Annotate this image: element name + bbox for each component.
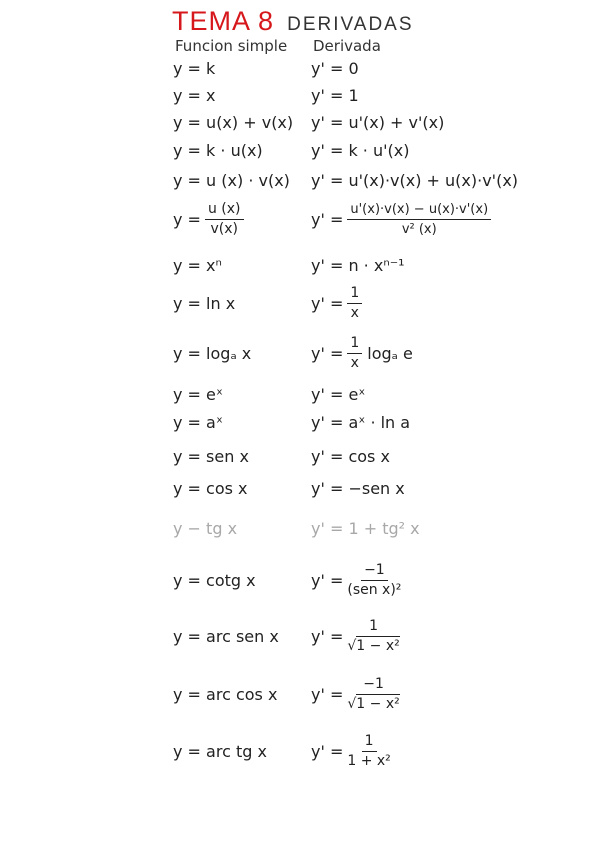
function-exp-e: y = eˣ <box>173 384 223 404</box>
function-quotient-lhs: y = <box>173 209 201 229</box>
function-product: y = u (x) · v(x) <box>173 170 290 190</box>
derivative-arctangent-fraction <box>347 734 390 769</box>
derivative-product: y' = u'(x)·v(x) + u(x)·v'(x) <box>311 170 519 190</box>
fraction-denominator: x <box>350 304 359 321</box>
function-exp-a: y = aˣ <box>173 412 223 432</box>
derivative-scalar-product: y' = k · u'(x) <box>311 140 410 160</box>
derivative-log-base-a <box>311 333 413 373</box>
fraction-denominator: v(x) <box>210 220 238 237</box>
square-root-sign: √ <box>347 695 357 712</box>
fraction-numerator: −1 <box>360 677 387 695</box>
fraction-denominator <box>347 637 399 654</box>
radicand: 1 − x² <box>356 695 400 712</box>
derivative-log-base-a-factor: logₐ e <box>367 343 413 363</box>
derivative-arccosine-fraction <box>347 677 399 712</box>
fraction-numerator: 1 <box>366 619 381 637</box>
function-tangent: y − tg x <box>173 518 238 538</box>
function-quotient <box>173 197 244 241</box>
title-topic: TEMA 8 <box>172 6 275 36</box>
derivative-cotangent-fraction <box>347 563 401 598</box>
fraction-numerator: u (x) <box>205 202 244 220</box>
derivative-tangent: y' = 1 + tg² x <box>311 518 420 538</box>
derivative-quotient-lhs: y' = <box>311 209 344 229</box>
function-cosine: y = cos x <box>173 478 248 498</box>
radicand: 1 − x² <box>356 637 400 654</box>
derivative-arctangent <box>311 728 391 774</box>
derivative-quotient-fraction <box>347 202 491 237</box>
fraction-numerator: −1 <box>361 563 388 581</box>
square-root-sign: √ <box>347 637 357 654</box>
derivative-arctangent-lhs: y' = <box>311 741 344 761</box>
fraction-denominator: (sen x)² <box>347 581 402 598</box>
derivative-sine: y' = cos x <box>311 446 390 466</box>
derivative-arccosine <box>311 670 400 718</box>
function-arctangent: y = arc tg x <box>173 741 267 761</box>
fraction-numerator: 1 <box>347 286 362 304</box>
derivative-arcsine-lhs: y' = <box>311 626 344 646</box>
derivative-natural-log-lhs: y' = <box>311 293 344 313</box>
fraction-denominator <box>347 695 399 712</box>
derivative-natural-log-fraction <box>347 286 362 321</box>
derivative-arcsine-fraction <box>347 619 399 654</box>
derivative-sum: y' = u'(x) + v'(x) <box>311 112 445 132</box>
function-arccosine: y = arc cos x <box>173 684 278 704</box>
page-title <box>172 6 414 37</box>
derivative-cosine: y' = −sen x <box>311 478 405 498</box>
fraction-numerator: 1 <box>362 734 377 752</box>
function-arcsine: y = arc sen x <box>173 626 279 646</box>
function-power: y = xⁿ <box>173 255 222 275</box>
derivative-arcsine <box>311 612 400 660</box>
column-header-derivative: Derivada <box>313 37 381 55</box>
derivative-exp-a: y' = aˣ · ln a <box>311 412 411 432</box>
function-log-base-a: y = logₐ x <box>173 343 252 363</box>
function-scalar-product: y = k · u(x) <box>173 140 263 160</box>
function-sine: y = sen x <box>173 446 249 466</box>
derivative-cotangent-lhs: y' = <box>311 570 344 590</box>
derivative-natural-log <box>311 283 362 323</box>
function-quotient-fraction <box>205 202 244 237</box>
derivative-arccosine-lhs: y' = <box>311 684 344 704</box>
derivative-log-base-a-fraction <box>347 336 362 371</box>
derivative-log-base-a-lhs: y' = <box>311 343 344 363</box>
function-natural-log: y = ln x <box>173 293 236 313</box>
function-identity: y = x <box>173 85 216 105</box>
fraction-numerator: u'(x)·v(x) − u(x)·v'(x) <box>347 202 491 220</box>
derivative-constant: y' = 0 <box>311 58 359 78</box>
derivative-power: y' = n · xⁿ⁻¹ <box>311 255 405 275</box>
function-constant: y = k <box>173 58 216 78</box>
fraction-denominator: v² (x) <box>401 221 437 237</box>
column-header-function: Funcion simple <box>175 37 288 55</box>
derivative-quotient <box>311 197 491 241</box>
function-sum: y = u(x) + v(x) <box>173 112 294 132</box>
derivative-cotangent <box>311 558 401 602</box>
derivative-identity: y' = 1 <box>311 85 359 105</box>
title-subject: DERIVADAS <box>287 14 414 35</box>
fraction-numerator: 1 <box>347 336 362 354</box>
fraction-denominator: 1 + x² <box>347 752 391 769</box>
derivative-exp-e: y' = eˣ <box>311 384 366 404</box>
function-cotangent: y = cotg x <box>173 570 256 590</box>
fraction-denominator: x <box>350 354 359 371</box>
